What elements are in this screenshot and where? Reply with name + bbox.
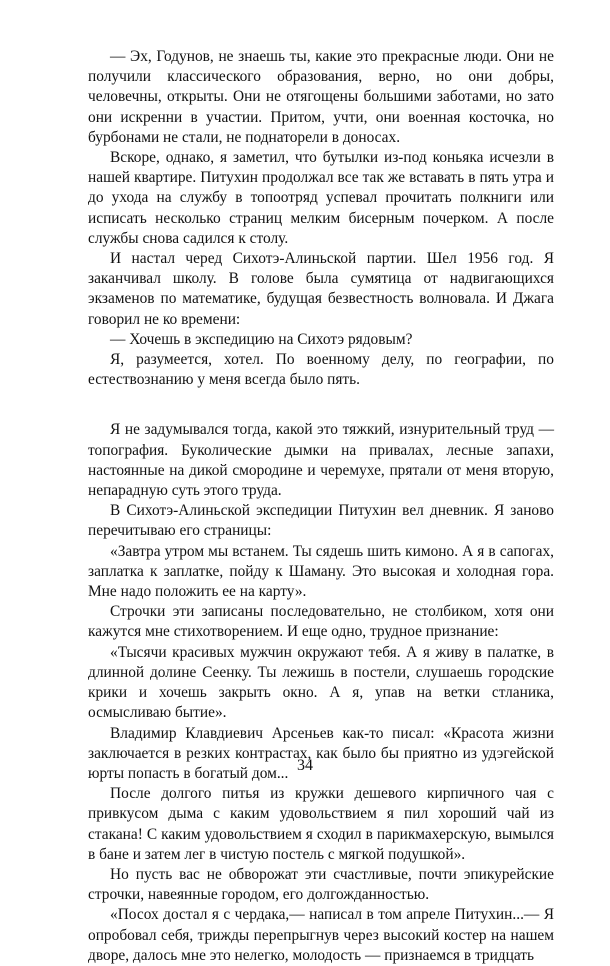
page-number: 34 (297, 757, 313, 774)
paragraph: В Сихотэ-Алиньской экспедиции Питухин вел дневник. Я заново перечитываю его страницы: (88, 502, 554, 540)
paragraph: После долгого питья из кружки дешевого кирпичного чая с привкусом дыма с каким удовольствием я пил хороший чай из стакана! С каким удовольствием я сходил в парикмахерскую, вымылся в бане и затем лег в чистую постель с мягкой подушкой». (88, 785, 554, 863)
paragraph: «Посох достал я с чердака,— написал в том апреле Питухин...— Я опробовал себя, трижды перепрыгнув через высокий костер на нашем дворе, далось мне это нелегко, молодость — признаемся в тридцать (88, 906, 554, 964)
paragraph: «Завтра утром мы встанем. Ты сядешь шить кимоно. А я в сапогах, заплатка к заплатке, пойду к Шаману. Это высокая и холодная гора. Мне надо положить ее на карту». (88, 542, 554, 601)
paragraph: И настал черед Сихотэ-Алиньской партии. Шел 1956 год. Я заканчивал школу. В голове была сумятица от надвигающихся экзаменов по математике, будущая безвестность волновала. И Джага говорил не ко времени: (88, 250, 554, 328)
paragraph: Владимир Клавдиевич Арсеньев как-то писал: «Красота жизни заключается в резких контрастах, как было бы приятно из удэгейской юрты попасть в богатый дом... (88, 724, 554, 782)
paragraph: Строчки эти записаны последовательно, не столбиком, хотя они кажутся мне стихотворением. И еще одно, трудное признание: (88, 603, 554, 641)
paragraph: «Тысячи красивых мужчин окружают тебя. А я живу в палатке, в длинной долине Сеенку. Ты лежишь в постели, слушаешь городские крики и хочешь закрыть окно. А я, упав на ветки стланика, осмысливаю бытие». (88, 643, 554, 722)
body-text (88, 47, 554, 966)
paragraph: Я не задумывался тогда, какой это тяжкий, изнурительный труд — топография. Буколические дымки на привалах, лесные запахи, настоянные на дикой смородине и черемухе, прятали от меня вторую, непарадную суть этого труда. (88, 421, 554, 500)
paragraph: Вскоре, однако, я заметил, что бутылки из-под коньяка исчезли в нашей квартире. Питухин продолжал все так же вставать в пять утра и до ухода на службу в топоотряд успевал прочитать полкниги или исписать несколько страниц мелким бисерным почерком. А после службы снова садился к столу. (88, 149, 554, 247)
paragraph: — Хочешь в экспедицию на Сихотэ рядовым? (110, 330, 413, 348)
paragraph: Я, разумеется, хотел. По военному делу, по географии, по естествознанию у меня всегда было пять. (88, 351, 554, 389)
paragraph: Но пусть вас не обворожат эти счастливые, почти эпикурейские строчки, навеянные городом, его долгожданностью. (88, 865, 554, 904)
paragraph: — Эх, Годунов, не знаешь ты, какие это прекрасные люди. Они не получили классического образования, верно, но они добры, человечны, открыты. Они не отягощены большими заботами, но зато они искренни в участии. Притом, учти, они военная косточка, но бурбонами не стали, не поднаторели в доносах. (88, 48, 554, 146)
